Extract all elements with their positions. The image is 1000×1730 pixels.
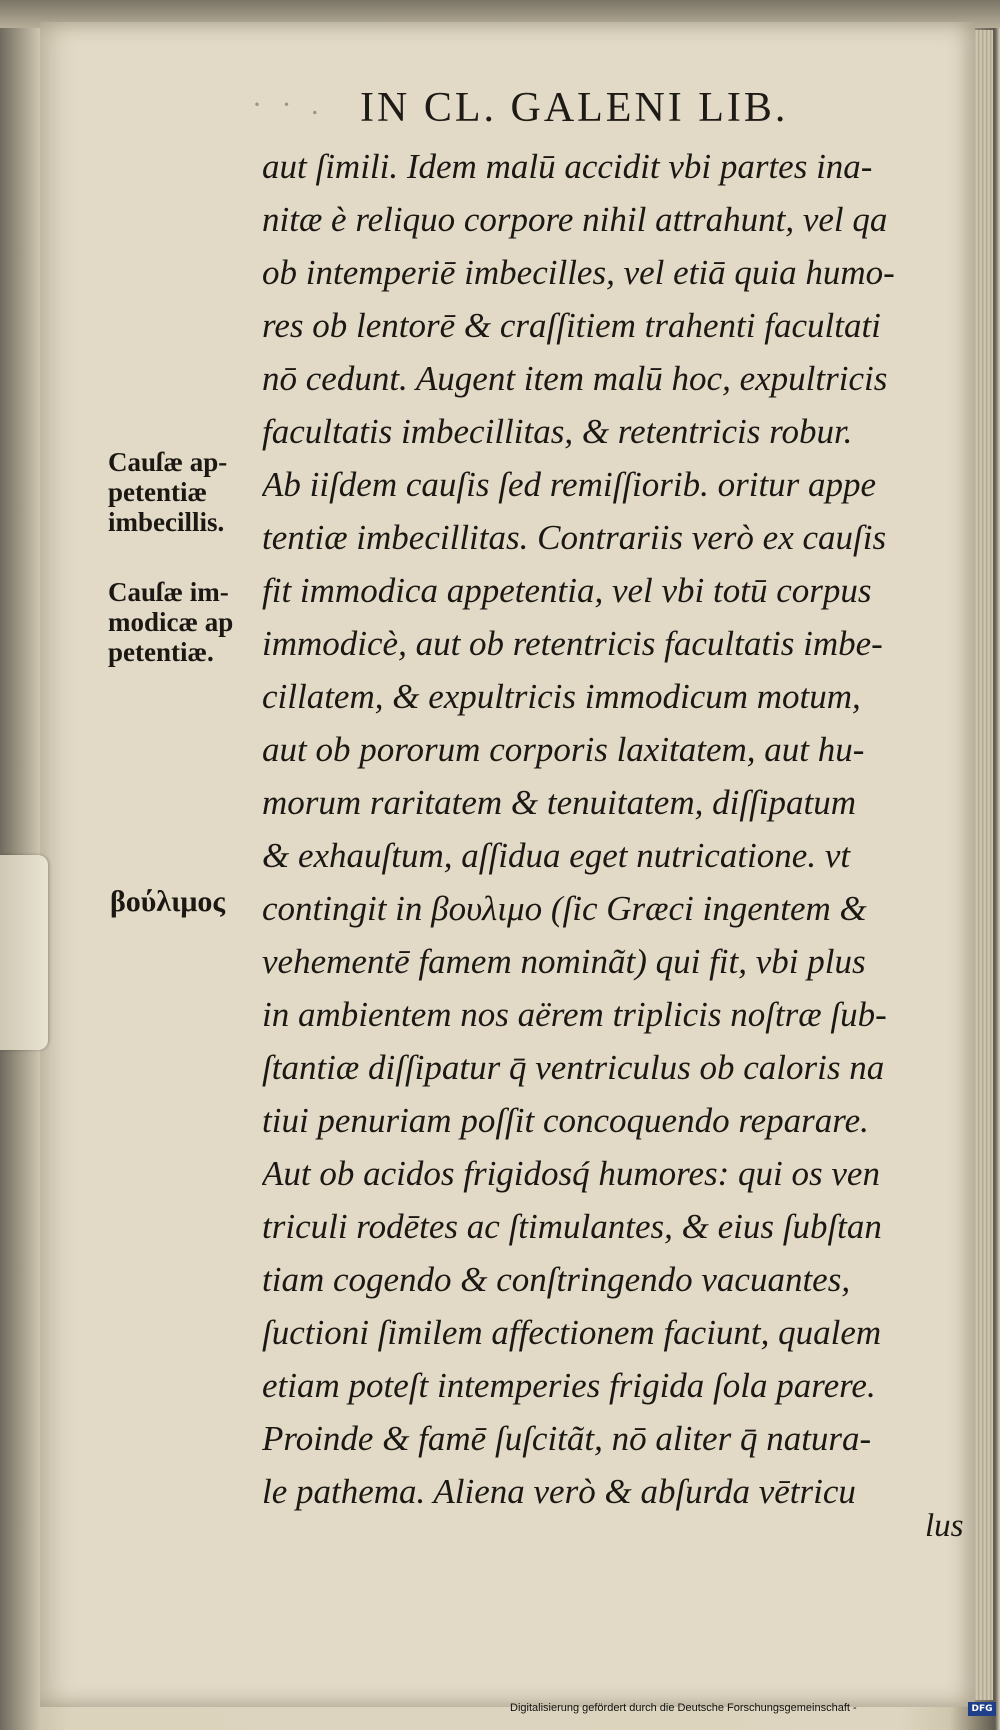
text-line: res ob lentorē & craſſitiem trahenti facultati [262,306,881,345]
text-line: vehementē famem nominãt) qui fit, vbi plus [262,942,866,981]
text-line: & exhauſtum, aſſidua eget nutricatione. vt [262,836,851,875]
text-line: ſtantiæ diſſipatur q̄ ventriculus ob caloris na [262,1048,885,1087]
text-line: facultatis imbecillitas, & retentricis robur. [262,412,853,451]
text-line: nō cedunt. Augent item malū hoc, expultricis [262,359,888,398]
page-edges [975,30,993,1700]
text-line: morum raritatem & tenuitatem, diſſipatum [262,783,857,822]
page-clip [0,855,48,1050]
running-head: IN CL. GALENI LIB. [360,85,789,131]
marginal-note-immoderate-appetite: Cauſæ im- modicæ ap petentiæ. [108,577,234,667]
text-line: tiam cogendo & conſtringendo vacuantes, [262,1260,851,1299]
text-line: fit immodica appetentia, vel vbi totū corpus [262,571,872,610]
text-line: Ab iiſdem cauſis ſed remiſſiorib. oritur appe [262,465,877,504]
header-ornament: · · . [252,88,325,121]
text-line: le pathema. Aliena verò & abſurda vētricu [262,1472,856,1511]
text-line: Aut ob acidos frigidosq́ humores: qui os ven [262,1154,880,1193]
text-line: tentiæ imbecillitas. Contrariis verò ex cauſis [262,518,887,557]
text-line: ob intemperiē imbecilles, vel etiā quia humo- [262,253,895,292]
digitization-credit: Digitalisierung gefördert durch die Deutsche Forschungsgemeinschaft - [510,1702,857,1714]
text-line: contingit in βουλιμο (ſic Græci ingentem & [262,889,867,928]
text-line: triculi rodētes ac ſtimulantes, & eius ſubſtan [262,1207,882,1246]
body-text [262,140,962,1518]
text-line: Proinde & famē ſuſcitãt, nō aliter q̄ natura- [262,1419,872,1458]
text-line: in ambientem nos aërem triplicis noſtræ ſub- [262,995,887,1034]
text-line: ſuctioni ſimilem affectionem faciunt, qualem [262,1313,882,1352]
text-line: etiam poteſt intemperies frigida ſola parere. [262,1366,876,1405]
dfg-logo: DFG [968,1702,996,1716]
text-line: aut ob pororum corporis laxitatem, aut hu- [262,730,865,769]
marginal-note-boulimos: βούλιμος [110,885,226,918]
text-line: aut ſimili. Idem malū accidit vbi partes ina- [262,147,873,186]
marginal-note-appetite-weakness: Cauſæ ap- petentiæ imbecillis. [108,447,228,537]
catchword: lus [925,1508,964,1544]
text-line: immodicè, aut ob retentricis facultatis imbe- [262,624,883,663]
text-line: nitæ è reliquo corpore nihil attrahunt, vel qa [262,200,888,239]
text-line: cillatem, & expultricis immodicum motum, [262,677,861,716]
text-line: tiui penuriam poſſit concoquendo reparare. [262,1101,869,1140]
